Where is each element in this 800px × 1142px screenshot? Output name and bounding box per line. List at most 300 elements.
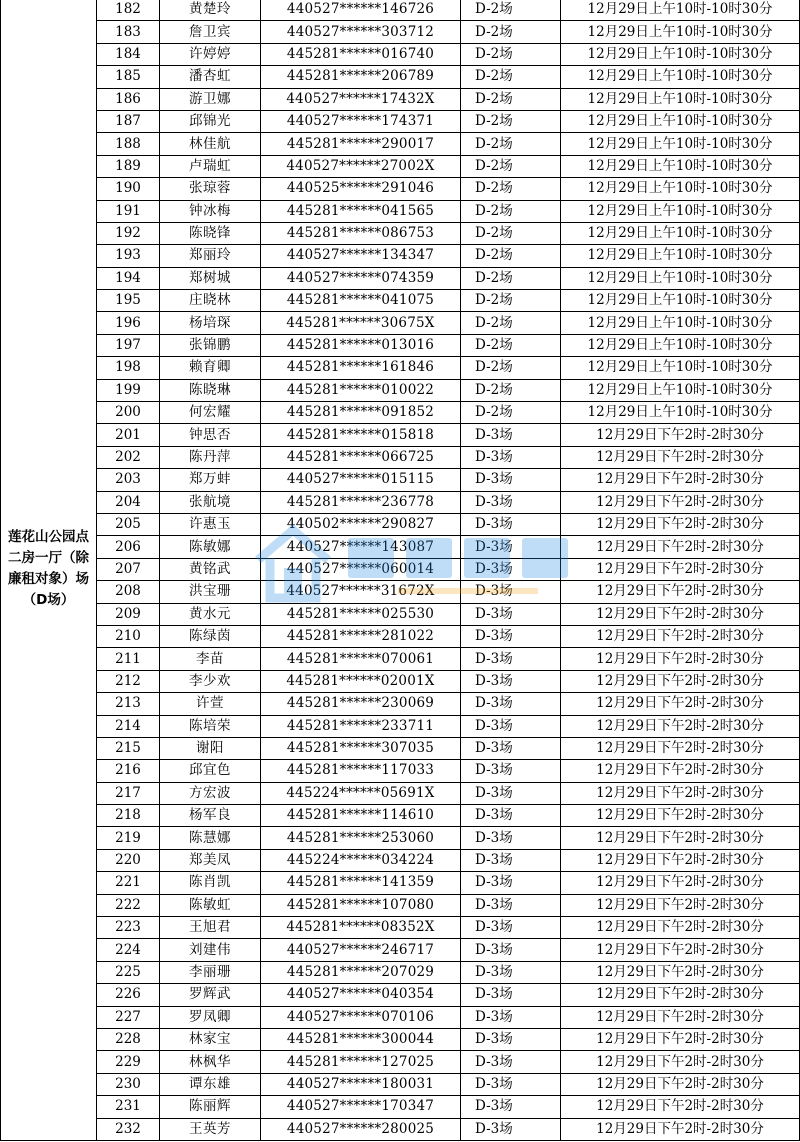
table-row — [1, 939, 800, 961]
session-time: 12月29日上午10时-10时30分 — [561, 21, 800, 43]
session-code: D-3场 — [461, 603, 561, 625]
session-code: D-3场 — [461, 894, 561, 916]
id-number: 440527******27002X — [261, 155, 461, 177]
id-number: 445281******010022 — [261, 379, 461, 401]
table-row — [1, 1051, 800, 1073]
table-row — [1, 0, 800, 21]
row-number: 184 — [97, 43, 160, 65]
id-number: 440527******174371 — [261, 110, 461, 132]
id-number: 440527******246717 — [261, 939, 461, 961]
row-number: 211 — [97, 648, 160, 670]
applicant-name: 张琼蓉 — [160, 178, 261, 200]
id-number: 445281******041565 — [261, 200, 461, 222]
session-code: D-3场 — [461, 424, 561, 446]
table-row — [1, 760, 800, 782]
applicant-name: 谭东雄 — [160, 1073, 261, 1095]
session-time: 12月29日上午10时-10时30分 — [561, 357, 800, 379]
session-time: 12月29日下午2时-2时30分 — [561, 1051, 800, 1073]
session-time: 12月29日下午2时-2时30分 — [561, 1073, 800, 1095]
applicant-name: 邱宜色 — [160, 760, 261, 782]
table-row — [1, 1096, 800, 1118]
session-code: D-3场 — [461, 513, 561, 535]
applicant-name: 陈培荣 — [160, 715, 261, 737]
row-number: 185 — [97, 66, 160, 88]
id-number: 445281******066725 — [261, 446, 461, 468]
session-time: 12月29日下午2时-2时30分 — [561, 513, 800, 535]
row-number: 216 — [97, 760, 160, 782]
applicant-name: 许婷婷 — [160, 43, 261, 65]
applicant-name: 黄水元 — [160, 603, 261, 625]
row-number: 197 — [97, 334, 160, 356]
session-code: D-2场 — [461, 402, 561, 424]
id-number: 440527******280025 — [261, 1118, 461, 1140]
id-number: 440527******070106 — [261, 1006, 461, 1028]
table-row — [1, 446, 800, 468]
session-code: D-3场 — [461, 715, 561, 737]
table-row — [1, 402, 800, 424]
session-code: D-3场 — [461, 782, 561, 804]
row-number: 190 — [97, 178, 160, 200]
table-row — [1, 155, 800, 177]
session-code: D-3场 — [461, 1073, 561, 1095]
session-time: 12月29日上午10时-10时30分 — [561, 133, 800, 155]
table-row — [1, 66, 800, 88]
applicant-name: 李苗 — [160, 648, 261, 670]
applicant-name: 陈晓琳 — [160, 379, 261, 401]
row-number: 222 — [97, 894, 160, 916]
id-number: 445281******107080 — [261, 894, 461, 916]
table-row — [1, 222, 800, 244]
table-row — [1, 245, 800, 267]
session-time: 12月29日上午10时-10时30分 — [561, 334, 800, 356]
table-row — [1, 424, 800, 446]
row-number: 213 — [97, 693, 160, 715]
id-number: 445281******025530 — [261, 603, 461, 625]
applicant-name: 王旭君 — [160, 917, 261, 939]
row-number: 193 — [97, 245, 160, 267]
applicant-name: 陈丽辉 — [160, 1096, 261, 1118]
id-number: 445281******086753 — [261, 222, 461, 244]
session-time: 12月29日上午10时-10时30分 — [561, 245, 800, 267]
session-time: 12月29日下午2时-2时30分 — [561, 1096, 800, 1118]
session-code: D-3场 — [461, 805, 561, 827]
table-row — [1, 21, 800, 43]
row-number: 191 — [97, 200, 160, 222]
session-code: D-3场 — [461, 872, 561, 894]
session-code: D-3场 — [461, 670, 561, 692]
row-number: 217 — [97, 782, 160, 804]
table-row — [1, 625, 800, 647]
applicant-name: 赖育卿 — [160, 357, 261, 379]
session-code: D-3场 — [461, 827, 561, 849]
id-number: 440527******146726 — [261, 0, 461, 21]
session-time: 12月29日下午2时-2时30分 — [561, 849, 800, 871]
row-number: 209 — [97, 603, 160, 625]
session-time: 12月29日下午2时-2时30分 — [561, 872, 800, 894]
session-time: 12月29日下午2时-2时30分 — [561, 939, 800, 961]
row-number: 224 — [97, 939, 160, 961]
session-code: D-3场 — [461, 760, 561, 782]
session-time: 12月29日下午2时-2时30分 — [561, 782, 800, 804]
row-number: 232 — [97, 1118, 160, 1140]
applicant-name: 林枫华 — [160, 1051, 261, 1073]
venue-label: 莲花山公园点二房一厅（除廉租对象）场（D场） — [1, 0, 97, 1140]
applicant-name: 陈肖凯 — [160, 872, 261, 894]
row-number: 195 — [97, 290, 160, 312]
id-number: 445281******127025 — [261, 1051, 461, 1073]
id-number: 440527******143087 — [261, 536, 461, 558]
session-code: D-3场 — [461, 1006, 561, 1028]
id-number: 440527******040354 — [261, 984, 461, 1006]
applicant-name: 杨培琛 — [160, 312, 261, 334]
session-code: D-3场 — [461, 737, 561, 759]
session-time: 12月29日下午2时-2时30分 — [561, 536, 800, 558]
table-row — [1, 312, 800, 334]
table-row — [1, 558, 800, 580]
row-number: 228 — [97, 1028, 160, 1050]
id-number: 445281******281022 — [261, 625, 461, 647]
session-code: D-3场 — [461, 469, 561, 491]
table-row — [1, 737, 800, 759]
row-number: 206 — [97, 536, 160, 558]
session-time: 12月29日下午2时-2时30分 — [561, 491, 800, 513]
applicant-name: 李丽珊 — [160, 961, 261, 983]
applicant-name: 刘建伟 — [160, 939, 261, 961]
session-code: D-2场 — [461, 334, 561, 356]
session-time: 12月29日下午2时-2时30分 — [561, 424, 800, 446]
session-time: 12月29日上午10时-10时30分 — [561, 379, 800, 401]
session-time: 12月29日上午10时-10时30分 — [561, 402, 800, 424]
session-time: 12月29日上午10时-10时30分 — [561, 312, 800, 334]
session-code: D-2场 — [461, 110, 561, 132]
session-time: 12月29日下午2时-2时30分 — [561, 827, 800, 849]
applicant-name: 黄铭武 — [160, 558, 261, 580]
row-number: 220 — [97, 849, 160, 871]
id-number: 445281******230069 — [261, 693, 461, 715]
id-number: 445281******02001X — [261, 670, 461, 692]
id-number: 440502******290827 — [261, 513, 461, 535]
session-code: D-2场 — [461, 66, 561, 88]
id-number: 445281******307035 — [261, 737, 461, 759]
row-number: 226 — [97, 984, 160, 1006]
applicant-name: 许萱 — [160, 693, 261, 715]
id-number: 440527******074359 — [261, 267, 461, 289]
id-number: 440527******17432X — [261, 88, 461, 110]
id-number: 440527******015115 — [261, 469, 461, 491]
session-time: 12月29日上午10时-10时30分 — [561, 178, 800, 200]
row-number: 201 — [97, 424, 160, 446]
id-number: 445281******300044 — [261, 1028, 461, 1050]
id-number: 445281******30675X — [261, 312, 461, 334]
session-code: D-3场 — [461, 648, 561, 670]
table-row — [1, 110, 800, 132]
applicant-name: 杨军良 — [160, 805, 261, 827]
applicant-name: 潘杏虹 — [160, 66, 261, 88]
table-row — [1, 513, 800, 535]
applicant-name: 卢瑞虹 — [160, 155, 261, 177]
session-code: D-2场 — [461, 379, 561, 401]
table-row — [1, 670, 800, 692]
applicant-name: 陈绿茵 — [160, 625, 261, 647]
row-number: 229 — [97, 1051, 160, 1073]
row-number: 231 — [97, 1096, 160, 1118]
row-number: 199 — [97, 379, 160, 401]
table-row — [1, 693, 800, 715]
table-row — [1, 357, 800, 379]
row-number: 215 — [97, 737, 160, 759]
row-number: 230 — [97, 1073, 160, 1095]
table-row — [1, 1118, 800, 1140]
session-time: 12月29日下午2时-2时30分 — [561, 1006, 800, 1028]
session-code: D-3场 — [461, 984, 561, 1006]
session-time: 12月29日下午2时-2时30分 — [561, 648, 800, 670]
id-number: 445281******08352X — [261, 917, 461, 939]
session-time: 12月29日下午2时-2时30分 — [561, 1028, 800, 1050]
table-row — [1, 133, 800, 155]
id-number: 445281******091852 — [261, 402, 461, 424]
table-row — [1, 984, 800, 1006]
session-code: D-2场 — [461, 222, 561, 244]
applicant-name: 罗辉武 — [160, 984, 261, 1006]
id-number: 445281******236778 — [261, 491, 461, 513]
session-code: D-3场 — [461, 581, 561, 603]
session-code: D-2场 — [461, 245, 561, 267]
session-time: 12月29日上午10时-10时30分 — [561, 88, 800, 110]
session-time: 12月29日上午10时-10时30分 — [561, 267, 800, 289]
session-time: 12月29日上午10时-10时30分 — [561, 222, 800, 244]
table-row — [1, 290, 800, 312]
session-code: D-2场 — [461, 178, 561, 200]
id-number: 445281******290017 — [261, 133, 461, 155]
table-row — [1, 917, 800, 939]
session-code: D-3场 — [461, 849, 561, 871]
session-code: D-2场 — [461, 0, 561, 21]
applicant-name: 詹卫宾 — [160, 21, 261, 43]
session-time: 12月29日下午2时-2时30分 — [561, 469, 800, 491]
row-number: 210 — [97, 625, 160, 647]
row-number: 218 — [97, 805, 160, 827]
session-code: D-2场 — [461, 21, 561, 43]
row-number: 194 — [97, 267, 160, 289]
id-number: 445281******016740 — [261, 43, 461, 65]
id-number: 445281******233711 — [261, 715, 461, 737]
id-number: 440527******134347 — [261, 245, 461, 267]
id-number: 445281******013016 — [261, 334, 461, 356]
applicant-name: 钟冰梅 — [160, 200, 261, 222]
id-number: 445281******041075 — [261, 290, 461, 312]
table-row — [1, 715, 800, 737]
id-number: 445224******05691X — [261, 782, 461, 804]
row-number: 196 — [97, 312, 160, 334]
id-number: 445281******161846 — [261, 357, 461, 379]
applicant-name: 陈晓锋 — [160, 222, 261, 244]
id-number: 440525******291046 — [261, 178, 461, 200]
row-number: 183 — [97, 21, 160, 43]
session-time: 12月29日下午2时-2时30分 — [561, 760, 800, 782]
row-number: 187 — [97, 110, 160, 132]
table-body — [1, 0, 800, 1140]
session-time: 12月29日下午2时-2时30分 — [561, 894, 800, 916]
session-time: 12月29日下午2时-2时30分 — [561, 625, 800, 647]
table-row — [1, 1073, 800, 1095]
session-code: D-2场 — [461, 88, 561, 110]
session-time: 12月29日上午10时-10时30分 — [561, 43, 800, 65]
applicant-name: 郑美凤 — [160, 849, 261, 871]
row-number: 207 — [97, 558, 160, 580]
session-code: D-3场 — [461, 536, 561, 558]
applicant-name: 王英芳 — [160, 1118, 261, 1140]
table-row — [1, 782, 800, 804]
session-time: 12月29日下午2时-2时30分 — [561, 558, 800, 580]
row-number: 219 — [97, 827, 160, 849]
session-code: D-2场 — [461, 43, 561, 65]
session-code: D-2场 — [461, 155, 561, 177]
id-number: 445281******015818 — [261, 424, 461, 446]
session-time: 12月29日下午2时-2时30分 — [561, 581, 800, 603]
session-time: 12月29日上午10时-10时30分 — [561, 110, 800, 132]
row-number: 208 — [97, 581, 160, 603]
row-number: 214 — [97, 715, 160, 737]
applicant-name: 林家宝 — [160, 1028, 261, 1050]
session-time: 12月29日下午2时-2时30分 — [561, 693, 800, 715]
applicant-name: 郑万蚌 — [160, 469, 261, 491]
table-row — [1, 827, 800, 849]
table-row — [1, 1006, 800, 1028]
session-time: 12月29日下午2时-2时30分 — [561, 984, 800, 1006]
session-code: D-3场 — [461, 625, 561, 647]
applicant-name: 庄晓林 — [160, 290, 261, 312]
row-number: 182 — [97, 0, 160, 21]
row-number: 202 — [97, 446, 160, 468]
applicant-name: 洪宝珊 — [160, 581, 261, 603]
session-code: D-3场 — [461, 693, 561, 715]
id-number: 440527******180031 — [261, 1073, 461, 1095]
applicant-name: 方宏波 — [160, 782, 261, 804]
session-time: 12月29日下午2时-2时30分 — [561, 917, 800, 939]
session-time: 12月29日下午2时-2时30分 — [561, 603, 800, 625]
row-number: 223 — [97, 917, 160, 939]
applicant-name: 谢阳 — [160, 737, 261, 759]
row-number: 198 — [97, 357, 160, 379]
session-code: D-2场 — [461, 290, 561, 312]
table-row — [1, 178, 800, 200]
table-row — [1, 961, 800, 983]
session-time: 12月29日下午2时-2时30分 — [561, 737, 800, 759]
table-row — [1, 872, 800, 894]
session-time: 12月29日上午10时-10时30分 — [561, 66, 800, 88]
table-row — [1, 267, 800, 289]
applicant-name: 郑丽玲 — [160, 245, 261, 267]
id-number: 445281******114610 — [261, 805, 461, 827]
applicant-name: 钟思否 — [160, 424, 261, 446]
applicant-name: 陈敏虹 — [160, 894, 261, 916]
applicant-name: 黄楚玲 — [160, 0, 261, 21]
applicant-name: 游卫娜 — [160, 88, 261, 110]
id-number: 445281******070061 — [261, 648, 461, 670]
session-code: D-3场 — [461, 961, 561, 983]
id-number: 445224******034224 — [261, 849, 461, 871]
applicant-name: 邱锦光 — [160, 110, 261, 132]
applicant-name: 陈敏娜 — [160, 536, 261, 558]
session-time: 12月29日下午2时-2时30分 — [561, 446, 800, 468]
table-row — [1, 894, 800, 916]
table-row — [1, 469, 800, 491]
applicant-name: 张航境 — [160, 491, 261, 513]
applicant-name: 陈丹萍 — [160, 446, 261, 468]
session-code: D-2场 — [461, 357, 561, 379]
applicant-name: 何宏耀 — [160, 402, 261, 424]
session-time: 12月29日上午10时-10时30分 — [561, 155, 800, 177]
applicant-name: 郑树城 — [160, 267, 261, 289]
row-number: 205 — [97, 513, 160, 535]
table-row — [1, 603, 800, 625]
id-number: 445281******253060 — [261, 827, 461, 849]
row-number: 200 — [97, 402, 160, 424]
id-number: 445281******207029 — [261, 961, 461, 983]
session-code: D-3场 — [461, 1118, 561, 1140]
row-number: 186 — [97, 88, 160, 110]
row-number: 221 — [97, 872, 160, 894]
table-row — [1, 334, 800, 356]
session-code: D-3场 — [461, 558, 561, 580]
session-code: D-2场 — [461, 312, 561, 334]
id-number: 445281******117033 — [261, 760, 461, 782]
table-row — [1, 88, 800, 110]
row-number: 203 — [97, 469, 160, 491]
session-code: D-2场 — [461, 267, 561, 289]
row-number: 192 — [97, 222, 160, 244]
session-code: D-3场 — [461, 1051, 561, 1073]
row-number: 189 — [97, 155, 160, 177]
applicant-name: 李少欢 — [160, 670, 261, 692]
id-number: 440527******060014 — [261, 558, 461, 580]
session-code: D-2场 — [461, 133, 561, 155]
id-number: 440527******303712 — [261, 21, 461, 43]
table-row — [1, 581, 800, 603]
session-time: 12月29日下午2时-2时30分 — [561, 961, 800, 983]
session-code: D-3场 — [461, 939, 561, 961]
session-time: 12月29日上午10时-10时30分 — [561, 290, 800, 312]
id-number: 445281******141359 — [261, 872, 461, 894]
session-code: D-3场 — [461, 446, 561, 468]
session-code: D-3场 — [461, 1096, 561, 1118]
applicant-name: 林佳航 — [160, 133, 261, 155]
row-number: 204 — [97, 491, 160, 513]
applicant-name: 许惠玉 — [160, 513, 261, 535]
session-time: 12月29日下午2时-2时30分 — [561, 1118, 800, 1140]
row-number: 188 — [97, 133, 160, 155]
id-number: 440527******170347 — [261, 1096, 461, 1118]
session-time: 12月29日上午10时-10时30分 — [561, 200, 800, 222]
table-row — [1, 491, 800, 513]
table-row — [1, 200, 800, 222]
applicant-name: 张锦鹏 — [160, 334, 261, 356]
applicant-name: 陈慧娜 — [160, 827, 261, 849]
table-row — [1, 379, 800, 401]
row-number: 212 — [97, 670, 160, 692]
id-number: 440527******31672X — [261, 581, 461, 603]
session-code: D-2场 — [461, 200, 561, 222]
id-number: 445281******206789 — [261, 66, 461, 88]
applicant-name: 罗凤卿 — [160, 1006, 261, 1028]
table-row — [1, 536, 800, 558]
row-number: 227 — [97, 1006, 160, 1028]
table-row — [1, 43, 800, 65]
table-row — [1, 805, 800, 827]
row-number: 225 — [97, 961, 160, 983]
session-code: D-3场 — [461, 491, 561, 513]
table-row — [1, 1028, 800, 1050]
